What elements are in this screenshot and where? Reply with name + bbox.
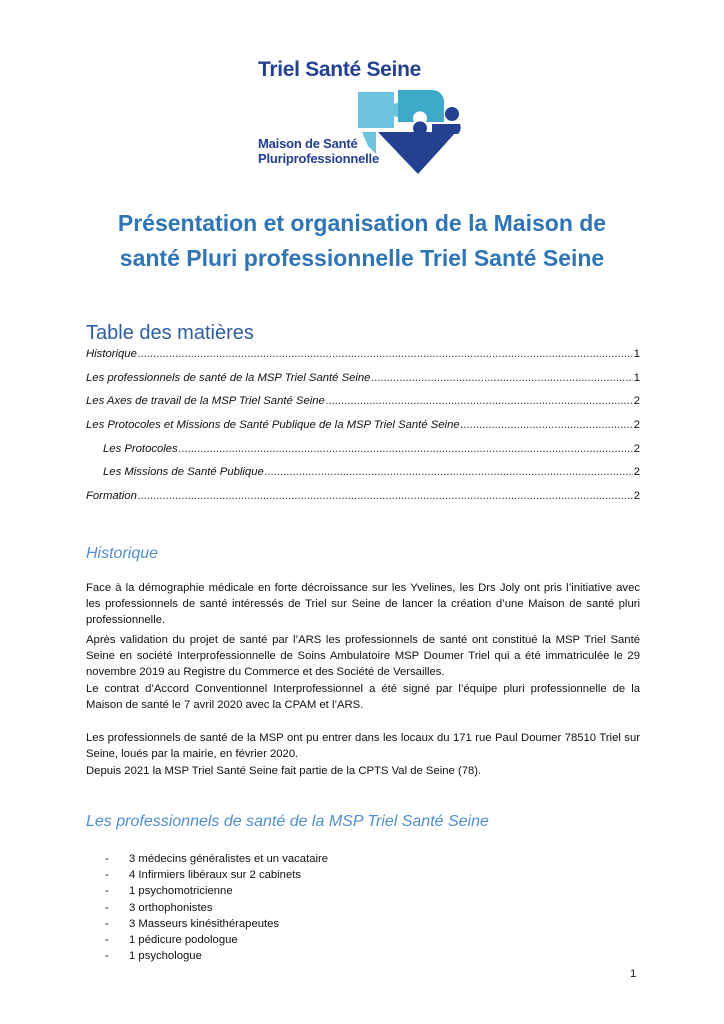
historique-paragraph-4: Les professionnels de santé de la MSP ont pu entrer dans les locaux du 171 rue Paul Doumer 78510 Triel sur Seine, loués par la mairie, en février 2020. [86,732,640,761]
toc-entry[interactable] [86,371,640,395]
toc-leader [138,489,633,503]
list-item-text: 3 Masseurs kinésithérapeutes [129,917,280,930]
dash-bullet: - [105,917,109,930]
toc-entry-label[interactable]: Formation [86,490,137,503]
list-item [105,867,328,883]
section-heading-professionnels: Les professionnels de santé de la MSP Triel Santé Seine [86,813,489,830]
title-line-2: santé Pluri professionnelle Triel Santé Seine [119,245,605,271]
professionals-list [105,851,328,964]
toc-entry-label[interactable]: Historique [86,348,137,360]
list-item [105,851,328,867]
dash-bullet: - [105,901,109,914]
historique-paragraph-3: Le contrat d’Accord Conventionnel Interprofessionnel a été signé par l’équipe pluri professionnelle de la Maison de santé le 7 avril 2020 avec la CPAM et l’ARS. [86,683,640,712]
dash-bullet: - [105,885,109,898]
toc-entry-page: 1 [633,348,640,360]
toc-entry-page: 2 [633,442,640,455]
toc-entry[interactable] [86,347,640,371]
toc-entry-label[interactable]: Les professionnels de santé de la MSP Triel Santé Seine [86,371,371,384]
toc-leader [461,418,633,432]
toc-heading: Table des matières [86,322,254,344]
logo-subtitle [258,136,379,166]
toc-leader [371,371,632,385]
toc-leader [265,465,633,479]
list-item-text: 3 orthophonistes [129,901,213,914]
list-item [105,900,328,916]
historique-paragraph-2: Après validation du projet de santé par l’ARS les professionnels de santé ont constitué la MSP Triel Santé Seine en société Interprofessionnelle de Soins Ambulatoire MSP Doumer Triel qui a été immatriculée le 29 novembre 2019 au Registre du Commerce et des Société de Versailles. [86,634,640,679]
document-title [60,206,664,276]
dash-bullet: - [105,934,109,947]
toc-entry-page: 2 [633,490,640,503]
historique-paragraph-1: Face à la démographie médicale en forte décroissance sur les Yvelines, les Drs Joly ont pris l’initiative avec les professionnels de santé intéressés de Triel sur Seine de lancer la création d’une Maison de santé pluri professionnelle. [86,582,640,627]
toc-entry-page: 2 [633,419,640,432]
toc-entry-page: 2 [633,395,640,408]
list-item [105,883,328,899]
toc-entry-label[interactable]: Les Protocoles [103,442,178,455]
toc-entry-page: 2 [633,466,640,479]
toc-entry[interactable] [86,489,640,513]
toc-entry-label[interactable]: Les Protocoles et Missions de Santé Publique de la MSP Triel Santé Seine [86,419,460,432]
toc-entry[interactable] [86,394,640,418]
list-item-text: 3 médecins généralistes et un vacataire [129,853,329,865]
list-item [105,916,328,932]
toc-subentry[interactable] [86,465,640,489]
dash-bullet: - [105,853,109,865]
title-line-1: Présentation et organisation de la Maison de [117,210,607,236]
logo-brand-name: Triel Santé Seine [258,58,421,81]
list-item-text: 1 psychologue [129,950,202,963]
list-item-text: 1 pédicure podologue [129,934,238,947]
toc-leader [179,442,633,456]
table-of-contents [86,347,640,513]
toc-entry[interactable] [86,418,640,442]
logo [258,58,468,178]
toc-leader [138,347,633,361]
dash-bullet: - [105,950,109,963]
logo-subtitle-line2: Pluriprofessionnelle [258,151,379,166]
list-item [105,932,328,948]
page-number: 1 [630,968,637,980]
logo-subtitle-line1: Maison de Santé [258,136,358,151]
toc-entry-label[interactable]: Les Axes de travail de la MSP Triel Santé Seine [86,395,325,408]
list-item [105,948,328,964]
toc-entry-page: 1 [633,371,640,384]
toc-leader [326,394,633,408]
list-item-text: 4 Infirmiers libéraux sur 2 cabinets [129,869,302,882]
list-item-text: 1 psychomotricienne [129,885,233,898]
section-heading-historique: Historique [86,545,159,562]
toc-subentry[interactable] [86,442,640,466]
historique-paragraph-5: Depuis 2021 la MSP Triel Santé Seine fait partie de la CPTS Val de Seine (78). [86,765,482,777]
dash-bullet: - [105,869,109,882]
toc-entry-label[interactable]: Les Missions de Santé Publique [103,466,264,479]
